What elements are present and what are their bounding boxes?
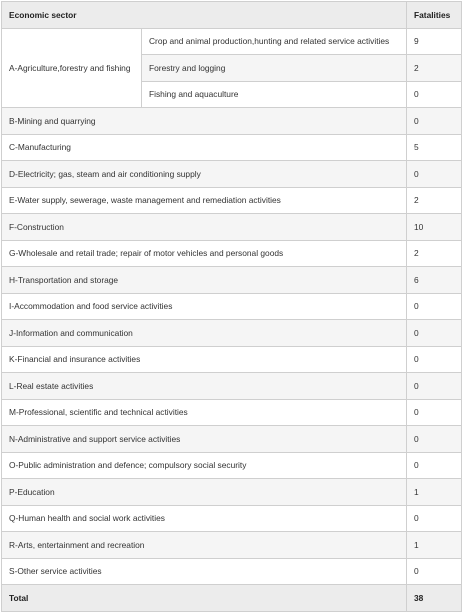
sector-label: G-Wholesale and retail trade; repair of motor vehicles and personal goods bbox=[2, 240, 407, 267]
table-row bbox=[2, 267, 462, 294]
fatalities-value: 0 bbox=[407, 373, 462, 400]
fatalities-value: 2 bbox=[407, 187, 462, 214]
fatalities-value: 0 bbox=[407, 293, 462, 320]
fatalities-value: 0 bbox=[407, 399, 462, 426]
fatalities-value: 2 bbox=[407, 240, 462, 267]
sector-agriculture: A-Agriculture,forestry and fishing bbox=[2, 28, 142, 108]
fatalities-value: 0 bbox=[407, 320, 462, 347]
subsector-label: Forestry and logging bbox=[142, 55, 407, 82]
table-row bbox=[2, 293, 462, 320]
sector-rows bbox=[2, 108, 462, 585]
fatalities-value: 0 bbox=[407, 346, 462, 373]
table-row bbox=[2, 505, 462, 532]
fatalities-value: 0 bbox=[407, 108, 462, 135]
sector-label: O-Public administration and defence; compulsory social security bbox=[2, 452, 407, 479]
table-row bbox=[2, 108, 462, 135]
fatalities-value: 0 bbox=[407, 81, 462, 108]
table-row bbox=[2, 320, 462, 347]
sector-label: H-Transportation and storage bbox=[2, 267, 407, 294]
sector-label: J-Information and communication bbox=[2, 320, 407, 347]
header-economic-sector: Economic sector bbox=[2, 2, 407, 29]
total-label: Total bbox=[2, 585, 407, 612]
fatalities-value: 1 bbox=[407, 532, 462, 559]
table-row bbox=[2, 479, 462, 506]
fatalities-table bbox=[1, 1, 462, 612]
table-row bbox=[2, 240, 462, 267]
total-value: 38 bbox=[407, 585, 462, 612]
table-row bbox=[2, 346, 462, 373]
table-row bbox=[2, 28, 462, 55]
table-row bbox=[2, 187, 462, 214]
sector-label: C-Manufacturing bbox=[2, 134, 407, 161]
sector-label: S-Other service activities bbox=[2, 558, 407, 585]
fatalities-value: 9 bbox=[407, 28, 462, 55]
sector-label: R-Arts, entertainment and recreation bbox=[2, 532, 407, 559]
fatalities-value: 0 bbox=[407, 452, 462, 479]
fatalities-value: 6 bbox=[407, 267, 462, 294]
header-fatalities: Fatalities bbox=[407, 2, 462, 29]
subsector-label: Crop and animal production,hunting and related service activities bbox=[142, 28, 407, 55]
sector-label: I-Accommodation and food service activities bbox=[2, 293, 407, 320]
sector-label: Q-Human health and social work activities bbox=[2, 505, 407, 532]
sector-label: B-Mining and quarrying bbox=[2, 108, 407, 135]
table-header-row bbox=[2, 2, 462, 29]
table-row bbox=[2, 161, 462, 188]
fatalities-value: 0 bbox=[407, 426, 462, 453]
fatalities-value: 0 bbox=[407, 161, 462, 188]
sector-label: E-Water supply, sewerage, waste management and remediation activities bbox=[2, 187, 407, 214]
fatalities-value: 0 bbox=[407, 505, 462, 532]
table-row bbox=[2, 134, 462, 161]
table-row bbox=[2, 373, 462, 400]
sector-label: D-Electricity; gas, steam and air conditioning supply bbox=[2, 161, 407, 188]
sector-label: L-Real estate activities bbox=[2, 373, 407, 400]
sector-label: F-Construction bbox=[2, 214, 407, 241]
table-row bbox=[2, 214, 462, 241]
sector-label: P-Education bbox=[2, 479, 407, 506]
fatalities-value: 0 bbox=[407, 558, 462, 585]
table-row bbox=[2, 532, 462, 559]
table-row bbox=[2, 426, 462, 453]
fatalities-value: 5 bbox=[407, 134, 462, 161]
sector-label: N-Administrative and support service activities bbox=[2, 426, 407, 453]
total-row bbox=[2, 585, 462, 612]
subsector-label: Fishing and aquaculture bbox=[142, 81, 407, 108]
fatalities-value: 2 bbox=[407, 55, 462, 82]
table-row bbox=[2, 399, 462, 426]
table-row bbox=[2, 452, 462, 479]
fatalities-value: 10 bbox=[407, 214, 462, 241]
sector-label: K-Financial and insurance activities bbox=[2, 346, 407, 373]
sector-label: M-Professional, scientific and technical activities bbox=[2, 399, 407, 426]
table-row bbox=[2, 558, 462, 585]
fatalities-value: 1 bbox=[407, 479, 462, 506]
